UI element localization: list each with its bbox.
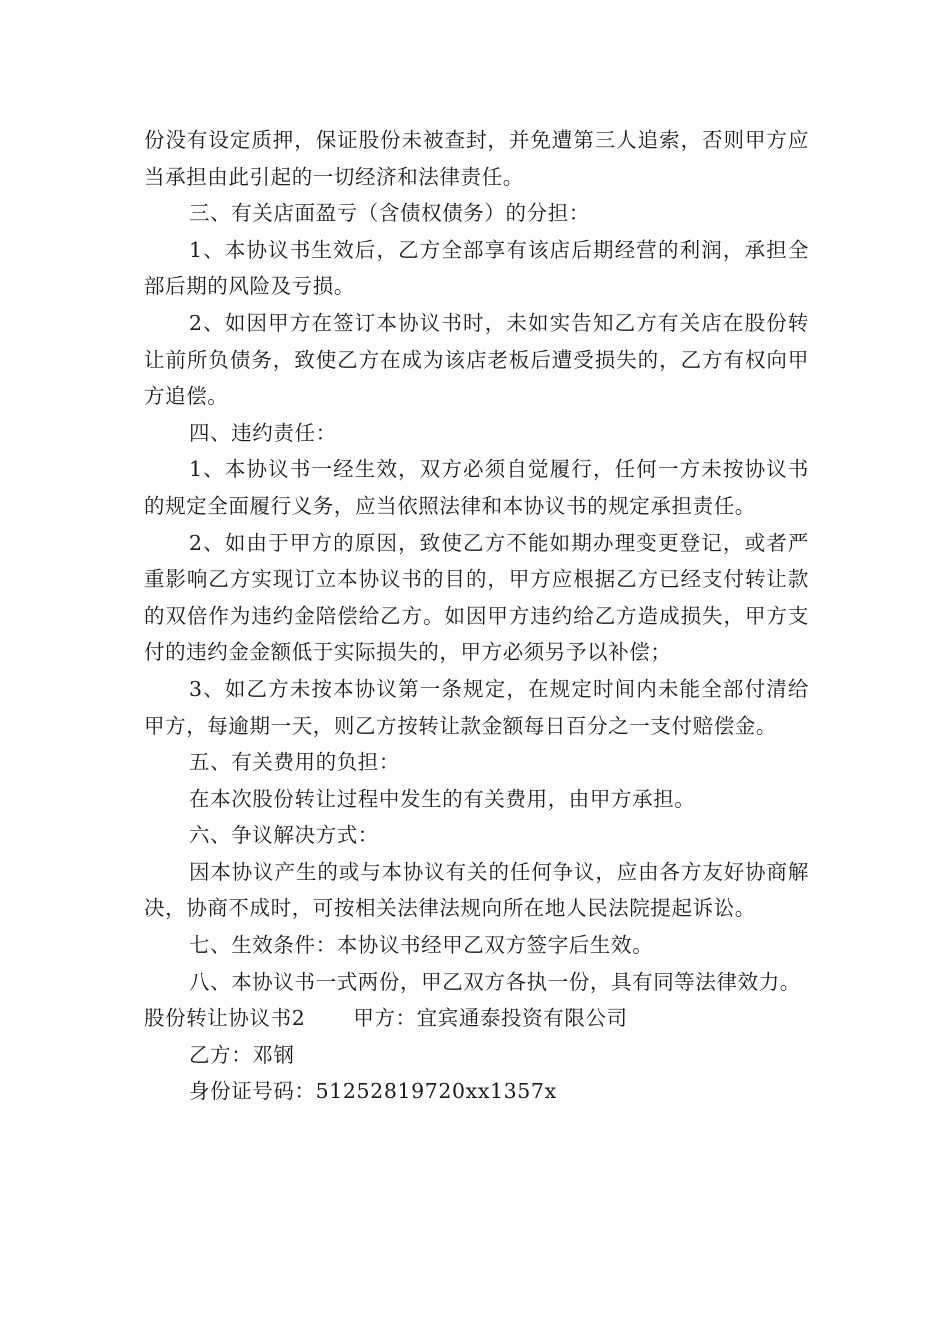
second-agreement-header-line bbox=[144, 1000, 809, 1037]
id-number-line: 身份证号码：51252819720xx1357x bbox=[189, 1079, 557, 1104]
paragraph-copies: 八、本协议书一式两份，甲乙双方各执一份，具有同等法律效力。 bbox=[189, 969, 801, 994]
paragraph-breach-1: 1、本协议书一经生效，双方必须自觉履行，任何一方未按协议书的规定全面履行义务，应当依照法律和本协议书的规定承担责任。 bbox=[144, 457, 809, 518]
paragraph-dispute: 因本协议产生的或与本协议有关的任何争议，应由各方友好协商解决，协商不成时，可按相关法律法规向所在地人民法院提起诉讼。 bbox=[144, 859, 809, 921]
paragraph-pledge-clause: 份没有设定质押，保证股份未被查封，并免遭第三人追索，否则甲方应当承担由此引起的一切经济和法律责任。 bbox=[144, 128, 809, 189]
second-agreement-title: 股份转让协议书2 bbox=[144, 1006, 306, 1031]
document-body bbox=[144, 122, 809, 1110]
heading-expenses: 五、有关费用的负担： bbox=[189, 750, 400, 775]
paragraph-breach-3: 3、如乙方未按本协议第一条规定，在规定时间内未能全部付清给甲方，每逾期一天，则乙方按转让款金额每日百分之一支付赔偿金。 bbox=[144, 676, 809, 738]
paragraph-effective-condition: 七、生效条件：本协议书经甲乙双方签字后生效。 bbox=[189, 933, 654, 958]
paragraph-profit-1: 1、本协议书生效后，乙方全部享有该店后期经营的利润，承担全部后期的风险及亏损。 bbox=[144, 237, 809, 299]
paragraph-breach-2: 2、如由于甲方的原因，致使乙方不能如期办理变更登记，或者严重影响乙方实现订立本协议书的目的，甲方应根据乙方已经支付转让款的双倍作为违约金陪偿给乙方。如因甲方违约给乙方造成损失，甲方支付的违约金金额低于实际损失的，甲方必须另予以补偿； bbox=[144, 530, 809, 665]
paragraph-profit-2: 2、如因甲方在签订本协议书时，未如实告知乙方有关店在股份转让前所负债务，致使乙方在成为该店老板后遭受损失的，乙方有权向甲方追偿。 bbox=[144, 310, 809, 409]
heading-profit-loss: 三、有关店面盈亏（含债权债务）的分担： bbox=[189, 201, 590, 226]
heading-dispute: 六、争议解决方式： bbox=[189, 823, 379, 848]
paragraph-expenses: 在本次股份转让过程中发生的有关费用，由甲方承担。 bbox=[189, 786, 696, 811]
heading-breach: 四、违约责任： bbox=[189, 420, 337, 445]
party-b-line: 乙方：邓钢 bbox=[189, 1042, 295, 1067]
party-a-line: 甲方：宜宾通泰投资有限公司 bbox=[353, 1006, 628, 1031]
